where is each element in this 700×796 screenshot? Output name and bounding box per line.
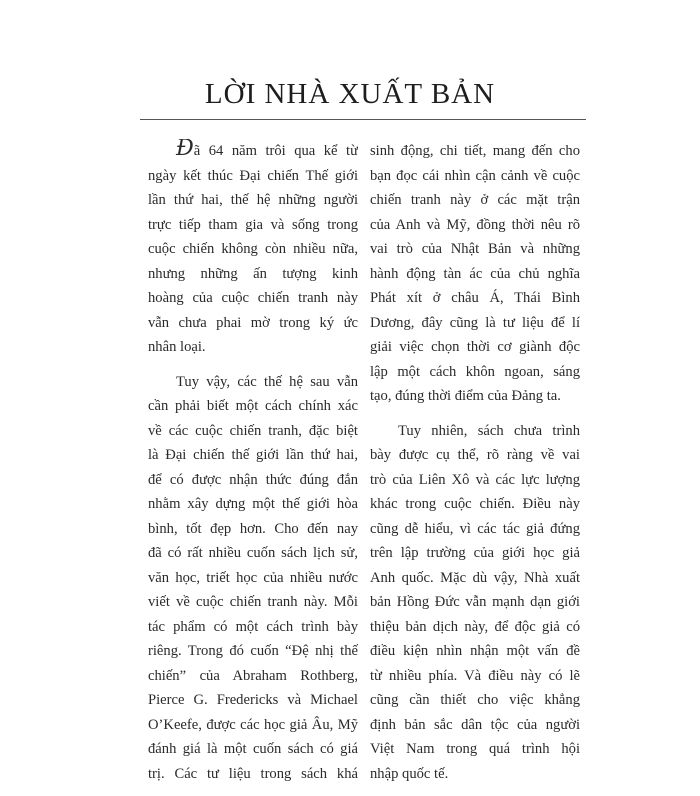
text-line: của Anh và Mỹ, đồng thời nêu rõ [370,216,580,233]
paragraph [370,419,580,787]
text-line: tác phẩm có một cách trình bày [148,618,358,635]
drop-cap: Đ [176,139,194,161]
text-line: trò của Liên Xô và các lực lượng [370,471,580,488]
text-line: từ nhiều phía. Và điều này có lẽ [370,667,580,684]
text-line: ngày kết thúc Đại chiến Thế giới [148,167,358,184]
text-line: cũng cần thiết cho việc khẳng [370,692,580,708]
text-line: Tuy nhiên, sách chưa trình [398,422,580,439]
text-line: sinh động, chi tiết, mang đến cho [370,143,580,159]
paragraph [148,139,358,360]
text-line: Tuy vậy, các thế hệ sau vẫn [176,373,358,390]
text-line: định bản sắc dân tộc của người [370,716,580,733]
text-line: đã có rất nhiều cuốn sách lịch sử, [148,545,358,561]
text-line: nhân loại. [148,339,206,355]
text-line: riêng. Trong đó cuốn “Đệ nhị thế [148,643,358,659]
text-line: tạo, đúng thời điểm của Đảng ta. [370,388,561,404]
text-line: vai trò của Nhật Bản và những [370,241,580,257]
text-line: trực tiếp tham gia và sống trong [148,216,358,233]
right-column [370,139,580,796]
text-line: Việt Nam trong quá trình hội [370,741,580,757]
paragraph [148,370,358,787]
text-line: trên lập trường của giới học giả [370,545,580,561]
text-line: giải việc chọn thời cơ giành độc [370,339,580,355]
text-line: lập một cách khôn ngoan, sáng [370,363,580,380]
text-line: bình, tốt đẹp hơn. Cho đến nay [148,520,358,537]
title-divider [140,119,586,120]
text-line: là Đại chiến thế giới lần thứ hai, [148,447,358,463]
left-column [148,139,358,796]
text-line: cuộc chiến không còn nhiều nữa, [148,241,358,257]
text-line: O’Keefe, được các học giả Âu, Mỹ [148,716,358,733]
text-line: hoàng của cuộc chiến tranh này [148,290,358,306]
text-line: điều kiện nhìn nhận một vấn đề [370,643,580,659]
text-line: nhập quốc tế. [370,765,449,782]
page-title: LỜI NHÀ XUẤT BẢN [204,78,496,110]
text-line: trị. Các tư liệu trong sách khá [148,765,358,782]
text-line: lần thứ hai, thế hệ những người [148,192,358,208]
text-line: để có được nhận thức đúng đắn [148,471,358,488]
text-line: cũng dễ hiểu, vì các tác giả đứng [370,520,580,537]
text-line: về các cuộc chiến tranh, đặc biệt [148,422,358,439]
text-line: bản Hồng Đức vẫn mạnh dạn giới [370,594,580,610]
text-line: Anh quốc. Mặc dù vậy, Nhà xuất [370,569,580,586]
text-line: Phát xít ở châu Á, Thái Bình [370,290,580,306]
text-line: Pierce G. Fredericks và Michael [148,692,358,708]
text-line: bày được cụ thể, rõ ràng về vai [370,447,580,463]
text-line: cần phải biết một cách chính xác [148,398,358,414]
text-line: văn học, triết học của nhiều nước [148,569,358,586]
text-line: viết về cuộc chiến tranh này. Mỗi [148,594,358,610]
text-line: đánh giá là một cuốn sách có giá [148,741,358,757]
text-line: Dương, đây cũng là tư liệu để lí [370,314,580,331]
text-line: Đã 64 năm trôi qua kể từ [148,139,358,164]
text-line: khác trong cuộc chiến. Điều này [370,496,580,512]
text-line: vẫn chưa phai mờ trong ký ức [148,314,358,331]
text-line: nhằm xây dựng một thế giới hòa [148,496,358,512]
text-line: chiến” của Abraham Rothberg, [148,667,358,684]
text-line: chiến tranh này ở các mặt trận [370,192,580,208]
text-line: nhưng những ấn tượng kinh [148,265,358,282]
text-line: bạn đọc cái nhìn cận cảnh về cuộc [370,167,580,184]
text-line: thiệu bản dịch này, để độc giả có [370,618,580,635]
paragraph [370,139,580,409]
text-line: hành động tàn ác của chủ nghĩa [370,265,580,282]
